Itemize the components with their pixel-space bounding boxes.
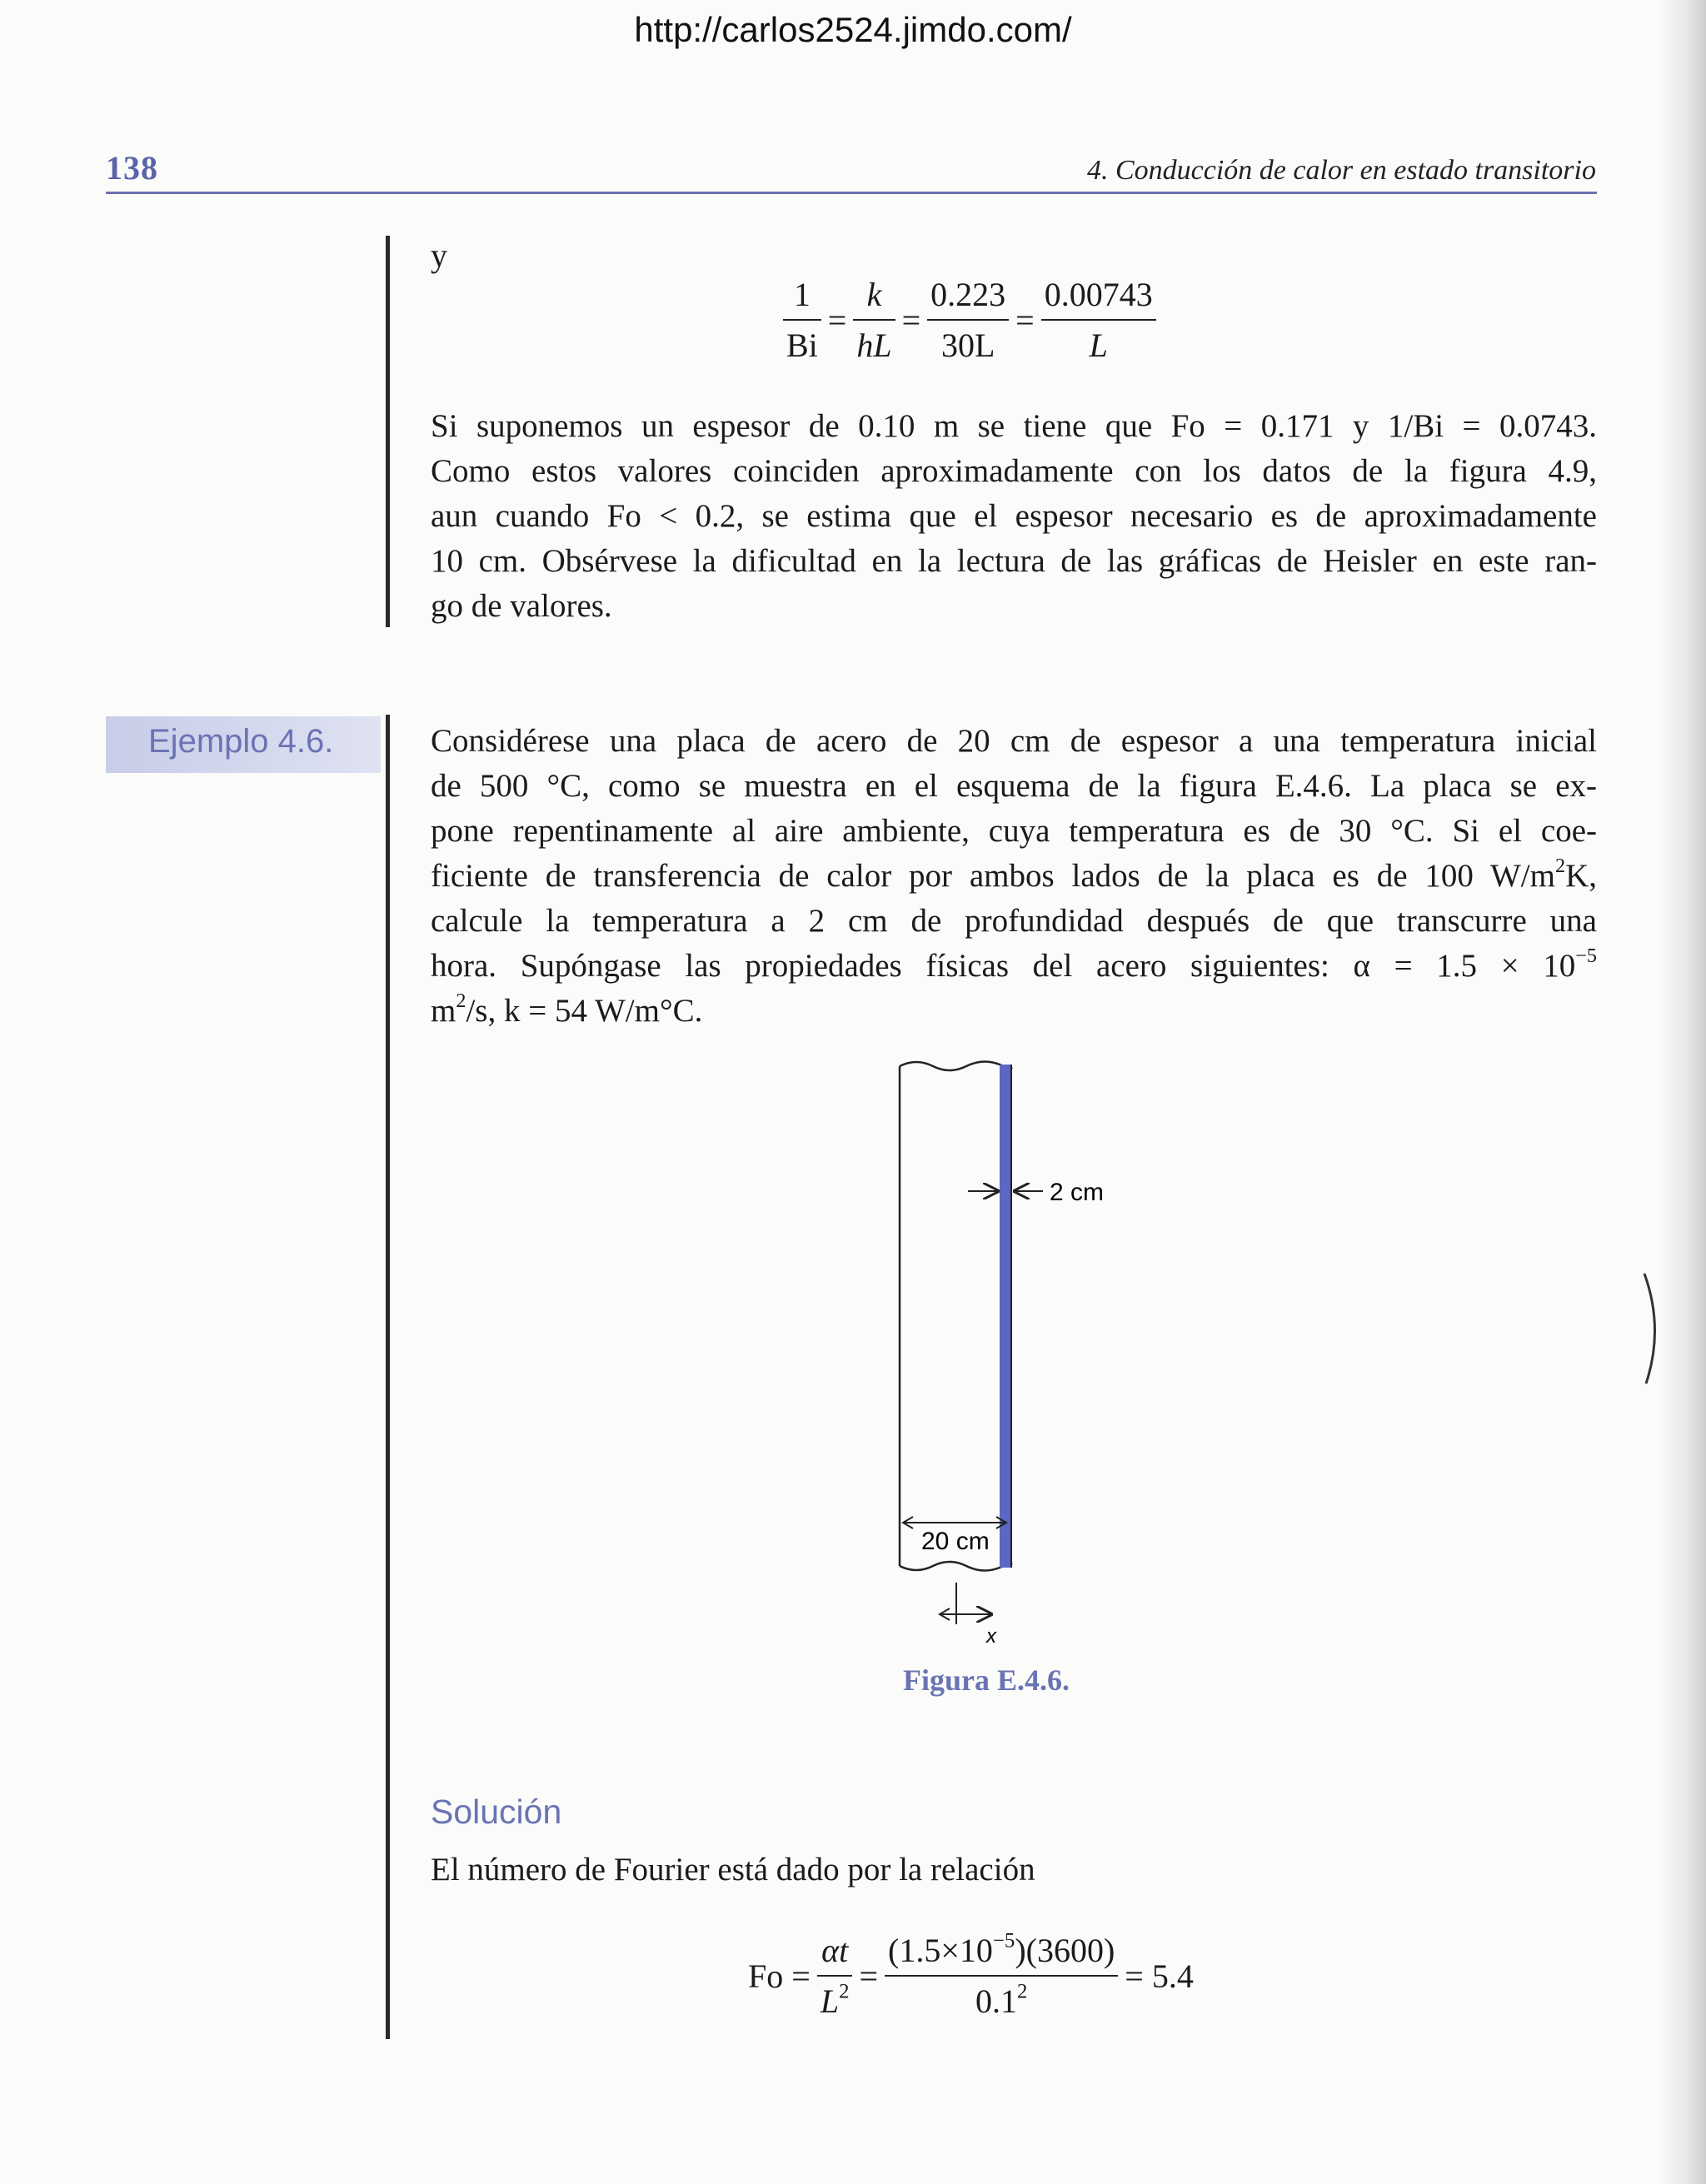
paragraph-line: Como estos valores coinciden aproximadamente con los datos de la figura 4.9, [431,453,1597,489]
margin-mark [1639,1270,1673,1387]
page-number: 138 [106,149,158,187]
example-line: ficiente de transferencia de calor por ambos lados de la placa es de 100 $W/m^2K$, [431,855,1597,894]
figure-caption: Figura E.4.6. [903,1663,1070,1697]
label-20cm: 20 cm [921,1528,990,1555]
fraction-1-over-bi: $\frac{1}{Bi}$ [783,275,821,365]
fourier-equation: Fo = $\frac{\alpha t}{L^2}$ = $\frac{(1.5\times 10^{-5})(3600)}{0.1^2}$ = 5.4 [748,1929,1194,2020]
dimension-20cm-arrows [903,1517,1006,1528]
example-line: pone repentinamente al aire ambiente, cuya temperatura es de 30 °C. Si el coe- [431,813,1597,849]
plate-outline [900,1061,1011,1570]
fraction-0223-over-30l: $\frac{0.223}{30L}$ [927,275,1009,365]
biot-equation: $\frac{1}{Bi}$ = $\frac{k}{hL}$ = $\frac{0.223}{30L}$ = $\frac{0.00743}{L}$ [783,275,1156,365]
label-x: x [986,1625,996,1648]
paragraph-line: aun cuando Fo < 0.2, se estima que el espesor necesario es de aproximadamente [431,498,1597,534]
fraction-000743-over-l: $\frac{0.00743}{L}$ [1041,275,1156,365]
paragraph-line: 10 cm. Obsérvese la dificultad en la lectura de las gráficas de Heisler en este ran- [431,543,1597,579]
header-rule [106,192,1597,194]
paragraph-line: go de valores. [431,588,612,624]
margin-bar-top [386,236,390,627]
paragraph-line: Si suponemos un espesor de 0.10 m se tiene que Fo = 0.171 y 1/Bi = 0.0743. [431,408,1597,444]
section1-paragraph [431,404,1597,629]
plate-depth-stripe [1000,1065,1011,1568]
example-line: $m^2/s$, k = 54 W/m°C. [431,990,703,1029]
chapter-title: 4. Conducción de calor en estado transitorio [1086,155,1596,186]
fraction-k-over-hl: $\frac{k}{hL}$ [853,275,895,365]
source-url: http://carlos2524.jimdo.com/ [634,10,1072,49]
page-edge-shadow [1658,0,1706,2184]
x-axis-indicator [940,1583,991,1624]
label-2cm: 2 cm [1050,1179,1105,1206]
example-line: Considérese una placa de acero de 20 cm de espesor a una temperatura inicial [431,723,1597,759]
conjunction-y: y [431,237,447,274]
solution-text: El número de Fourier está dado por la relación [431,1852,1035,1887]
example-line: hora. Supóngase las propiedades físicas del acero siguientes: $\alpha = 1.5 \times 10^{-5}$ [431,945,1597,984]
fraction-numeric-fourier: $\frac{(1.5\times 10^{-5})(3600)}{0.1^2}$ [885,1931,1118,2021]
example-line: calcule la temperatura a 2 cm de profundidad después de que transcurre una [431,903,1597,939]
fraction-alpha-t-over-l2: $\frac{\alpha t}{L^2}$ [817,1931,853,2021]
plate-figure [833,1050,1166,1658]
example-label: Ejemplo 4.6. [148,723,334,760]
example-paragraph [431,719,1597,1034]
example-line: de 500 °C, como se muestra en el esquema de la figura E.4.6. La placa se ex- [431,768,1597,804]
solution-title: Solución [431,1793,562,1831]
margin-bar-example [386,715,390,2039]
